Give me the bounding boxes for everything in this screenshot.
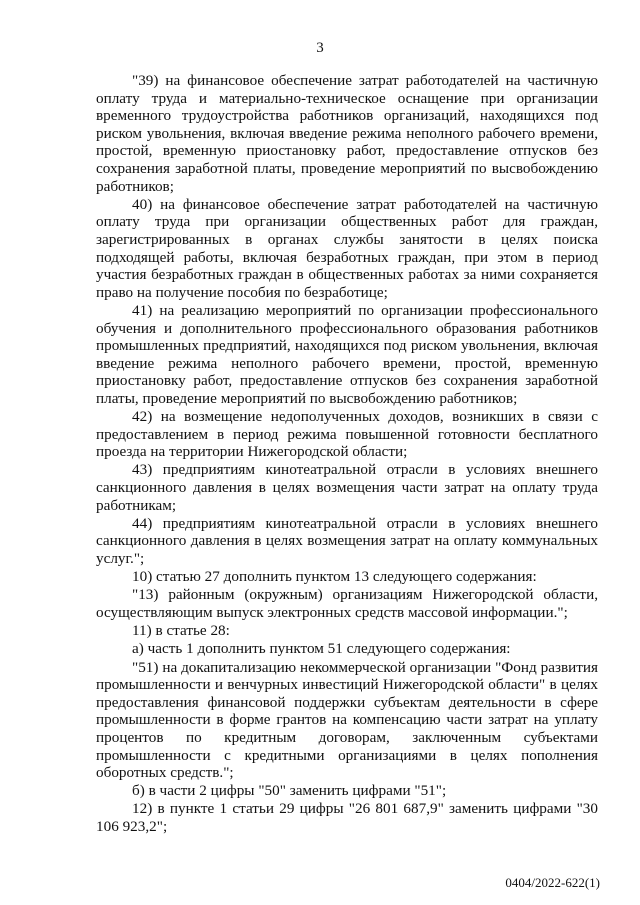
paragraph-item-40: 40) на финансовое обеспечение затрат работодателей на частичную оплату труда при организации общественных работ для граждан, зарегистрированных в органах службы занятости в целях поиска подходящей работы, включая безработных граждан, при этом в период участия безработных граждан в общественных работах за ними сохраняется право на получение пособия по безработице;	[96, 195, 598, 301]
document-body	[96, 72, 598, 836]
paragraph-item-41: 41) на реализацию мероприятий по организации профессионального обучения и дополнительного профессионального образования работников промышленных предприятий, находящихся под риском увольнения, включая введение режима неполного рабочего времени, простой, временную приостановку работ, предоставление отпусков без сохранения заработной платы, проведение мероприятий по высвобождению работников;	[96, 301, 598, 407]
paragraph-amendment-12: 12) в пункте 1 статьи 29 цифры "26 801 687,9" заменить цифрами "30 106 923,2";	[96, 800, 598, 836]
paragraph-subitem-a: а) часть 1 дополнить пунктом 51 следующего содержания:	[132, 640, 511, 658]
paragraph-item-39: "39) на финансовое обеспечение затрат работодателей на частичную оплату труда и материально-техническое оснащение при организации временного трудоустройства работников организаций, находящихся под риском увольнения, включая введение режима неполного рабочего времени, простой, временную приостановку работ, предоставление отпусков без сохранения заработной платы, проведение мероприятий по высвобождению работников;	[96, 72, 598, 195]
document-code: 0404/2022-622(1)	[505, 875, 600, 890]
paragraph-item-43: 43) предприятиям кинотеатральной отрасли в условиях внешнего санкционного давления в целях возмещения части затрат на оплату труда работникам;	[96, 461, 598, 514]
paragraph-item-51: "51) на докапитализацию некоммерческой организации "Фонд развития промышленности и венчурных инвестиций Нижегородской области" в целях предоставления финансовой поддержки субъектам деятельности в сфере промышленности в форме грантов на компенсацию части затрат на уплату процентов по кредитным договорам, заключенным субъектами промышленности с кредитными организациями в целях пополнения оборотных средств.";	[96, 658, 598, 782]
paragraph-amendment-10: 10) статью 27 дополнить пунктом 13 следующего содержания:	[132, 568, 537, 586]
paragraph-amendment-11: 11) в статье 28:	[132, 622, 230, 640]
paragraph-item-44: 44) предприятиям кинотеатральной отрасли в условиях внешнего санкционного давления в целях возмещения затрат на оплату коммунальных услуг.";	[96, 514, 598, 567]
paragraph-subitem-b: б) в части 2 цифры "50" заменить цифрами "51";	[132, 782, 447, 800]
page-number: 3	[316, 40, 324, 56]
paragraph-item-13: "13) районным (окружным) организациям Нижегородской области, осуществляющим выпуск электронных средств массовой информации.";	[96, 586, 598, 621]
paragraph-item-42: 42) на возмещение недополученных доходов, возникших в связи с предоставлением в период режима повышенной готовности бесплатного проезда на территории Нижегородской области;	[96, 408, 598, 461]
